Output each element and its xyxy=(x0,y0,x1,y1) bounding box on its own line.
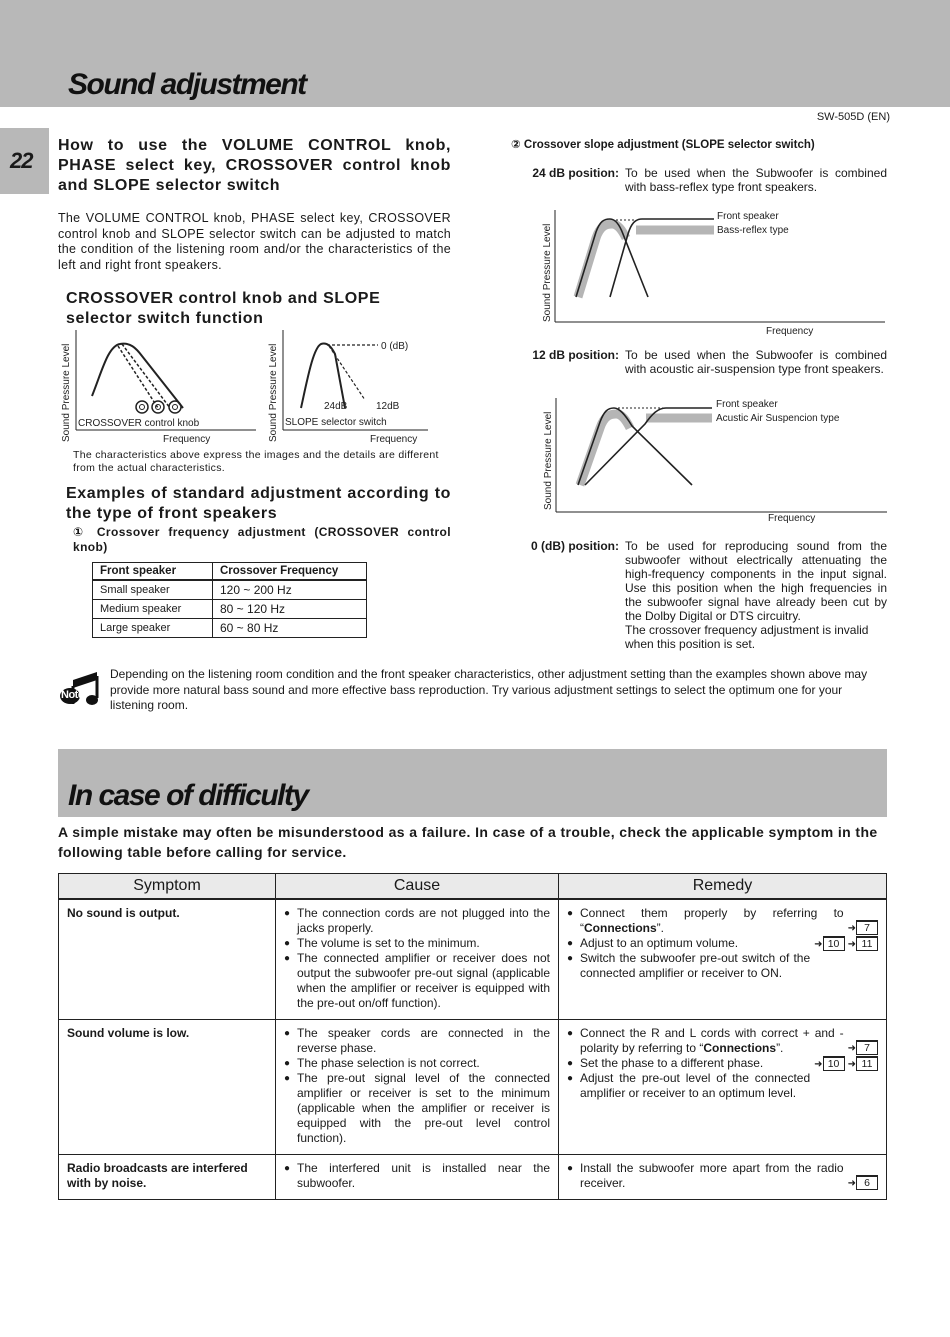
slope-24db-label: 24dB xyxy=(324,401,348,412)
chart12-xlabel: Frequency xyxy=(768,513,816,524)
p24-label: 24 dB position: xyxy=(532,166,619,180)
remedy-item: ● ➜ 7 Connect them properly by referring to “Connections”. xyxy=(567,906,878,936)
chart24-legend-2: Bass-reflex type xyxy=(717,225,789,236)
knob-icon xyxy=(169,401,181,413)
table-cell: Small speaker xyxy=(93,580,213,600)
p12-label: 12 dB position: xyxy=(532,348,619,362)
chart12-legend-1: Front speaker xyxy=(716,399,778,410)
table-row xyxy=(59,1155,887,1200)
table-cell: Medium speaker xyxy=(93,600,213,619)
remedy-item: ● ➜ 6 Install the subwoofer more apart from the radio receiver. xyxy=(567,1161,878,1191)
header-symptom: Symptom xyxy=(59,874,276,900)
p0-text: To be used for reproducing sound from the subwoofer without electrically attenuating the high-frequency components in the input signal. Use this position when the high frequencies in the subwoofer signal have already been cut by the Dolby Digital or DTS circuitry. xyxy=(625,539,887,623)
knob-icon xyxy=(136,401,148,413)
section-title-sound-adjustment: Sound adjustment xyxy=(68,68,306,101)
table-header-row xyxy=(59,874,887,900)
remedy-cell xyxy=(559,1155,887,1200)
chart12-legend-2: Acustic Air Suspencion type xyxy=(716,413,840,424)
howto-body: The VOLUME CONTROL knob, PHASE select key, CROSSOVER control knob and SLOPE selector switch can be adjusted to match the condition of the listening room and/or the characteristics of the left and right front speakers. xyxy=(58,211,451,272)
chart24-xlabel: Frequency xyxy=(766,326,814,337)
table-cell: 60 ~ 80 Hz xyxy=(213,619,367,638)
page-ref: ● ➜ 10 ➜ 11 xyxy=(814,936,878,952)
remedy-item: ● ➜ 10 ➜ 11 Set the phase to a different phase. xyxy=(567,1056,878,1071)
model-number: SW-505D (EN) xyxy=(816,111,890,123)
cause-cell xyxy=(276,899,559,1020)
remedy-cell xyxy=(559,1020,887,1155)
note-icon xyxy=(59,668,103,712)
table-cell: 120 ~ 200 Hz xyxy=(213,580,367,600)
slope-heading: ② Crossover slope adjustment (SLOPE selector switch) xyxy=(511,139,815,151)
cause-item: ● The interfered unit is installed near the subwoofer. xyxy=(284,1161,550,1191)
table-row xyxy=(93,619,367,638)
section-title-difficulty: In case of difficulty xyxy=(68,779,308,812)
crossover-frequency-table xyxy=(92,562,367,638)
crossover-knob-chart xyxy=(58,326,258,448)
table-row xyxy=(93,600,367,619)
cause-item: ● The connected amplifier or receiver does not output the subwoofer pre-out signal (applicable when the amplifier or receiver is equipped with the pre-out on/off function). xyxy=(284,951,550,1011)
p0-text-2: The crossover frequency adjustment is invalid when this position is set. xyxy=(625,623,869,651)
crossover-frequency-item: ① Crossover frequency adjustment (CROSSOVER control knob) xyxy=(73,525,451,554)
symptom-cell: Radio broadcasts are interfered with by noise. xyxy=(59,1155,276,1200)
table-cell: Large speaker xyxy=(93,619,213,638)
cause-item: ● The volume is set to the minimum. xyxy=(284,936,550,951)
remedy-cell xyxy=(559,899,887,1020)
troubleshooting-table xyxy=(58,873,887,1200)
slope-chart-xlabel: Frequency xyxy=(370,434,418,445)
crossover-chart-xlabel: Frequency xyxy=(163,434,211,445)
slope-12db-label: 12dB xyxy=(376,401,400,412)
note-text: Depending on the listening room condition and the front speaker characteristics, other adjustment setting than the examples shown above may provide more natural bass sound and more effective bass reproduction. Try various adjustment settings to select the optimum one for your listening room. xyxy=(110,667,868,712)
cause-item: ● The phase selection is not correct. xyxy=(284,1056,550,1071)
crossover-chart-caption: CROSSOVER control knob xyxy=(78,418,200,429)
chart24-legend-1: Front speaker xyxy=(717,211,779,222)
page-ref: ● ➜ 6 xyxy=(848,1175,878,1191)
table-header-row xyxy=(93,563,367,581)
function-heading: CROSSOVER control knob and SLOPE selector switch function xyxy=(66,290,381,327)
table-header: Front speaker xyxy=(93,563,213,581)
p0-text-block xyxy=(625,539,887,651)
remedy-item: ● ➜ 7 Connect the R and L cords with correct + and - polarity by referring to “Connections”. xyxy=(567,1026,878,1056)
chart24-ylabel: Sound Pressure Level xyxy=(542,223,553,322)
chart-12db xyxy=(540,392,890,527)
slope-chart-caption: SLOPE selector switch xyxy=(285,417,387,428)
page-ref: ● ➜ 7 xyxy=(848,1040,878,1056)
examples-heading: Examples of standard adjustment according to the type of front speakers xyxy=(66,485,451,522)
page-number: 22 xyxy=(10,148,33,173)
p0-label: 0 (dB) position: xyxy=(531,539,619,553)
cause-item: ● The pre-out signal level of the connected amplifier or receiver is set to the minimum (applicable when the amplifier or receiver is equipped with the pre-out level control function). xyxy=(284,1071,550,1146)
header-remedy: Remedy xyxy=(559,874,887,900)
slope-0db-label: 0 (dB) xyxy=(381,341,409,352)
characteristics-note: The characteristics above express the images and the details are different from the actual characteristics. xyxy=(73,449,439,474)
symptom-cell: Sound volume is low. xyxy=(59,1020,276,1155)
header-cause: Cause xyxy=(276,874,559,900)
symptom-cell: No sound is output. xyxy=(59,899,276,1020)
cause-cell xyxy=(276,1155,559,1200)
p12-text: To be used when the Subwoofer is combined with acoustic air-suspension type front speakers. xyxy=(625,348,887,376)
cause-item: ● The connection cords are not plugged into the jacks properly. xyxy=(284,906,550,936)
table-cell: 80 ~ 120 Hz xyxy=(213,600,367,619)
chart-24db xyxy=(538,204,888,339)
cause-cell xyxy=(276,1020,559,1155)
slope-chart-ylabel: Sound Pressure Level xyxy=(268,343,279,442)
slope-switch-chart xyxy=(265,326,435,448)
cause-item: ● The speaker cords are connected in the reverse phase. xyxy=(284,1026,550,1056)
table-row xyxy=(93,580,367,600)
crossover-chart-ylabel: Sound Pressure Level xyxy=(61,343,72,442)
howto-heading: How to use the VOLUME CONTROL knob, PHASE select key, CROSSOVER control knob and SLOPE selector switch xyxy=(58,137,451,194)
chart12-ylabel: Sound Pressure Level xyxy=(543,411,554,510)
p24-text: To be used when the Subwoofer is combined with bass-reflex type front speakers. xyxy=(625,166,887,194)
remedy-item: ● Adjust the pre-out level of the connected amplifier or receiver to an optimum level. xyxy=(567,1071,878,1101)
page-ref: ● ➜ 7 xyxy=(848,920,878,936)
remedy-item: ● Switch the subwoofer pre-out switch of the connected amplifier or receiver to ON. xyxy=(567,951,878,981)
table-row xyxy=(59,899,887,1020)
table-header: Crossover Frequency xyxy=(213,563,367,581)
table-row xyxy=(59,1020,887,1155)
remedy-item: ● ➜ 10 ➜ 11 Adjust to an optimum volume. xyxy=(567,936,878,951)
note-icon-label: Note xyxy=(61,689,84,701)
difficulty-intro: A simple mistake may often be misunderstood as a failure. In case of a trouble, check the applicable symptom in the following table before calling for service. xyxy=(58,824,878,860)
page-ref: ● ➜ 10 ➜ 11 xyxy=(814,1056,878,1072)
